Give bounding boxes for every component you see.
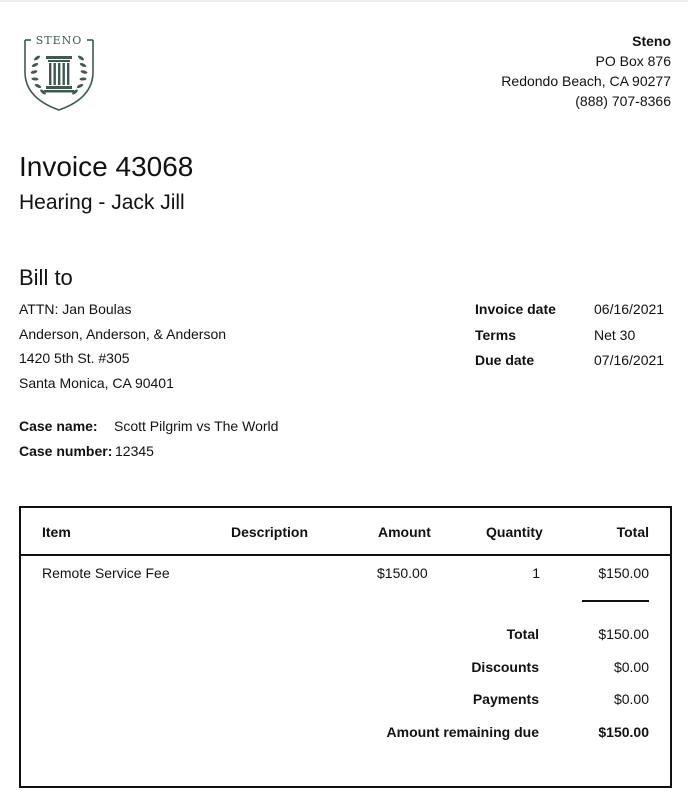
meta-row-invoice-date	[475, 298, 674, 324]
case-name-value: Scott Pilgrim vs The World	[114, 418, 279, 434]
svg-text:STENO: STENO	[35, 34, 83, 47]
meta-label: Due date	[475, 352, 535, 368]
table-header	[21, 508, 670, 556]
case-number-value: 12345	[115, 442, 154, 459]
bill-to-address	[19, 298, 226, 397]
meta-label: Invoice date	[475, 301, 556, 317]
summary-row-amount-due	[21, 722, 670, 755]
meta-label: Terms	[475, 326, 516, 343]
column-header-quantity: Quantity	[486, 524, 543, 540]
column-header-description: Description	[231, 524, 309, 540]
cell-item: Remote Service Fee	[42, 565, 170, 581]
steno-logo	[22, 32, 96, 112]
cell-quantity: 1	[532, 565, 540, 581]
column-header-total: Total	[616, 524, 649, 540]
case-info	[19, 415, 278, 464]
invoice-subtitle: Hearing - Jack Jill	[19, 191, 185, 214]
bill-to-line: Anderson, Anderson, & Anderson	[19, 325, 227, 342]
amount-due-value: $150.00	[598, 723, 649, 740]
page-top-border	[0, 0, 688, 2]
column-header-item: Item	[42, 524, 71, 540]
meta-value: 06/16/2021	[594, 301, 665, 317]
case-name-row	[19, 415, 278, 440]
summary-value: $150.00	[598, 626, 649, 642]
meta-row-terms	[475, 324, 674, 350]
meta-row-due-date	[475, 349, 674, 375]
company-name: Steno	[632, 33, 671, 49]
bill-to-line: ATTN: Jan Boulas	[19, 301, 132, 317]
cell-total: $150.00	[598, 565, 649, 581]
summary-row-discounts	[21, 657, 670, 690]
column-header-amount: Amount	[378, 524, 431, 540]
subtotal-divider	[582, 600, 649, 602]
company-phone: (888) 707-8366	[575, 93, 671, 109]
meta-value: Net 30	[594, 326, 636, 343]
summary-value: $0.00	[613, 658, 649, 675]
bill-to-heading: Bill to	[19, 265, 73, 290]
summary-label: Amount remaining due	[386, 723, 539, 740]
cell-amount: $150.00	[377, 565, 428, 581]
invoice-meta	[475, 298, 674, 375]
totals-summary	[21, 624, 670, 754]
summary-value: $0.00	[613, 691, 649, 707]
company-address-line: PO Box 876	[595, 53, 671, 69]
summary-label: Payments	[472, 691, 539, 707]
bill-to-line: Santa Monica, CA 90401	[19, 375, 174, 392]
case-number-label: Case number:	[19, 442, 113, 459]
summary-label: Total	[506, 626, 539, 642]
line-items-table	[19, 506, 672, 788]
summary-row-payments	[21, 689, 670, 722]
bill-to-line: 1420 5th St. #305	[19, 350, 130, 367]
summary-row-total	[21, 624, 670, 657]
company-address-block	[501, 31, 671, 111]
invoice-title: Invoice 43068	[19, 151, 194, 182]
case-name-label: Case name:	[19, 418, 98, 434]
company-address-line: Redondo Beach, CA 90277	[501, 73, 671, 89]
case-number-row	[19, 440, 278, 465]
meta-value: 07/16/2021	[594, 352, 665, 368]
table-row	[21, 563, 670, 583]
summary-label: Discounts	[471, 658, 539, 675]
